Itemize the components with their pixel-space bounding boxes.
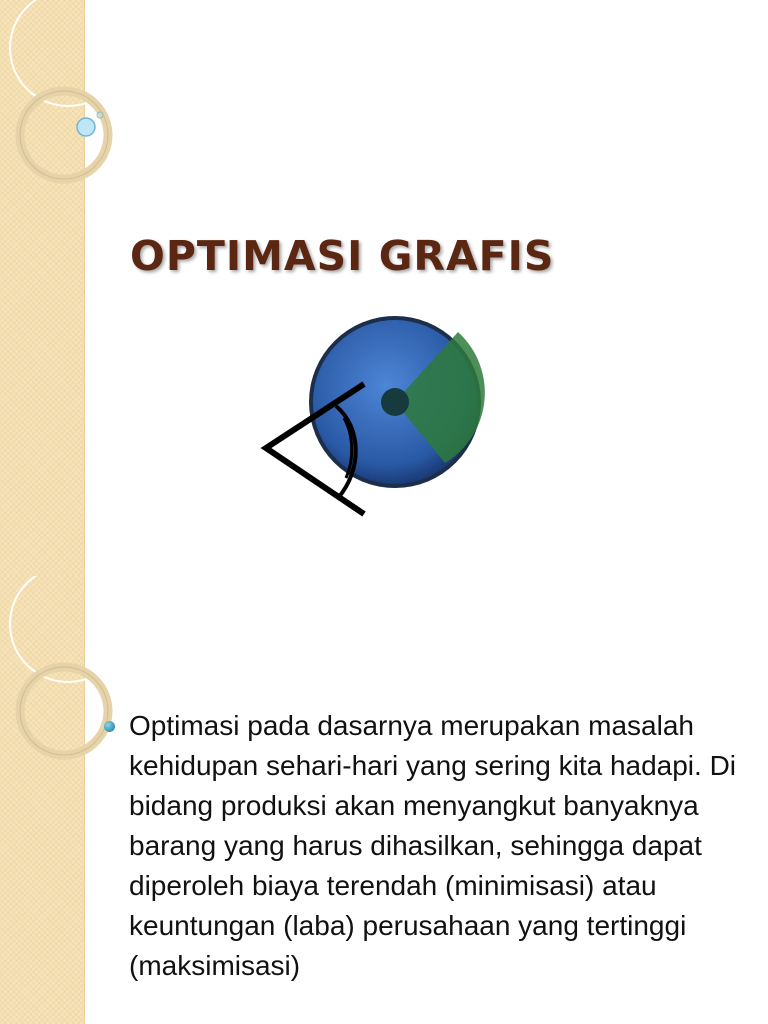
decorative-rings-icon <box>0 576 120 776</box>
bullet-text: Optimasi pada dasarnya merupakan masalah kehidupan sehari-hari yang sering kita hadapi. Di bidang produksi akan menyangkut banyaknya barang yang harus dihasilkan, sehingga dapat diperoleh biaya terendah (minimisasi) atau keuntungan (laba) perusahaan yang tertinggi (maksimisasi) <box>129 710 737 981</box>
bullet-list <box>104 706 744 986</box>
slide-content <box>0 576 768 1024</box>
bullet-icon <box>104 721 115 732</box>
slide-title-text: OPTIMASI GRAFIS <box>130 232 555 280</box>
decorative-rings-icon <box>0 0 120 200</box>
list-item <box>104 706 744 986</box>
eye-globe-icon <box>258 310 488 525</box>
